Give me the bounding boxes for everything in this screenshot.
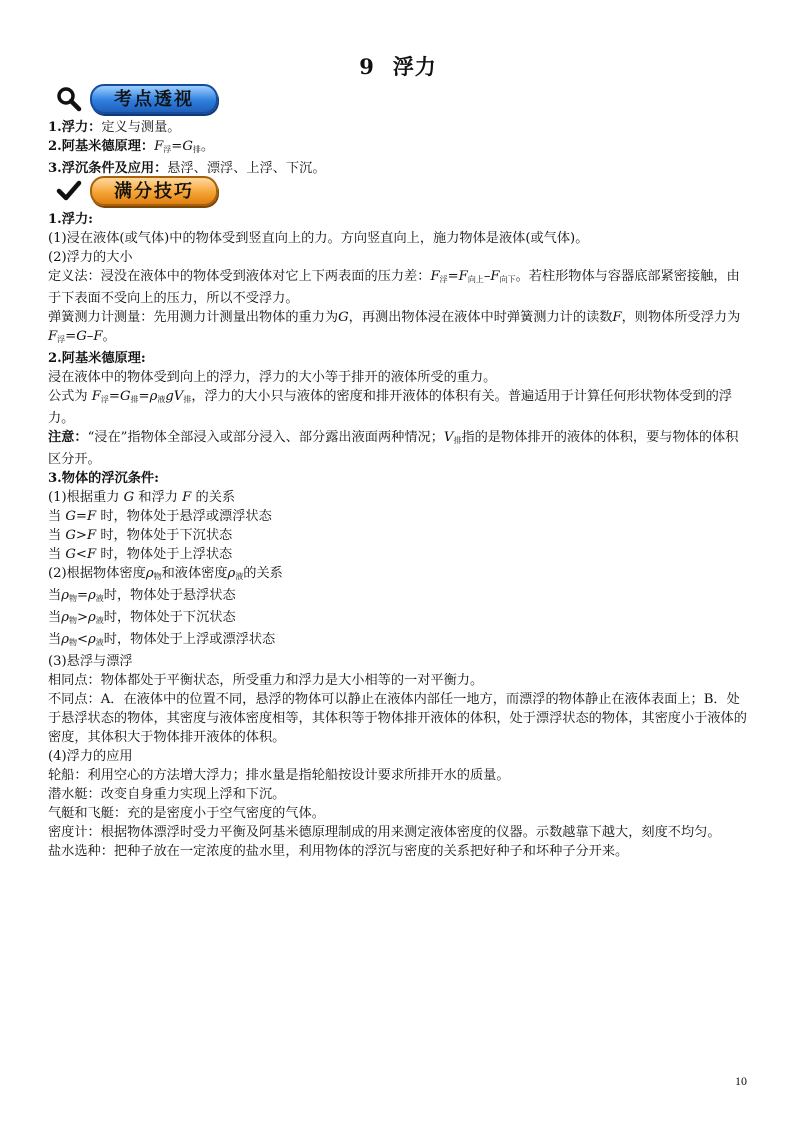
kaodian-item: 2.阿基米德原理：$F_浮=G_排$。 xyxy=(48,139,215,154)
paragraph: 轮船：利用空心的方法增大浮力；排水量是指轮船按设计要求所排开水的质量。 xyxy=(48,768,510,783)
jiqiao-banner xyxy=(56,176,218,206)
paragraph: 气艇和飞艇：充的是密度小于空气密度的气体。 xyxy=(48,806,325,821)
jiqiao-label: 满分技巧 xyxy=(90,176,218,206)
condition-line: 当$\rho_物<\rho_液$时，物体处于上浮或漂浮状态 xyxy=(48,632,276,647)
paragraph: (1)根据重力 G 和浮力 F 的关系 xyxy=(48,490,236,505)
paragraph: (4)浮力的应用 xyxy=(48,749,133,764)
chapter-number: 9 xyxy=(359,54,375,79)
paragraph: 弹簧测力计测量：先用测力计测量出物体的重力为G，再测出物体浸在液体中时弹簧测力计的读数F，则物体所受浮力为 $F_浮=G-F$。 xyxy=(48,310,741,344)
kaodian-item: 3.浮沉条件及应用：悬浮、漂浮、上浮、下沉。 xyxy=(48,161,326,176)
kaodian-list xyxy=(48,118,748,178)
kaodian-banner xyxy=(56,84,218,114)
paragraph: 不同点：A．在液体中的位置不同，悬浮的物体可以静止在液体内部任一地方，而漂浮的物体静止在液体表面上；B．处于悬浮状态的物体，其密度与液体密度相等，其体积等于物体排开液体的体积，处于漂浮状态的物体，其密度小于液体的密度，其体积大于物体排开液体的体积。 xyxy=(48,692,747,745)
condition-line: 当 G>F 时，物体处于下沉状态 xyxy=(48,528,233,543)
paragraph: (2)浮力的大小 xyxy=(48,250,133,265)
paragraph: 注意：“浸在”指物体全部浸入或部分浸入、部分露出液面两种情况；$V_排$指的是物体排开的液体的体积，要与物体的体积区分开。 xyxy=(48,430,739,467)
checkmark-icon xyxy=(56,178,82,204)
chapter-title: 浮力 xyxy=(392,54,437,79)
paragraph: 相同点：物体都处于平衡状态，所受重力和浮力是大小相等的一对平衡力。 xyxy=(48,673,484,688)
section-heading: 1.浮力: xyxy=(48,212,94,227)
page-title xyxy=(48,52,748,82)
paragraph: (2)根据物体密度$\rho_物$和液体密度$\rho_液$的关系 xyxy=(48,566,283,581)
jiqiao-body xyxy=(48,210,748,861)
section-heading: 3.物体的浮沉条件: xyxy=(48,471,159,486)
search-icon xyxy=(56,86,82,112)
kaodian-label: 考点透视 xyxy=(90,84,218,114)
condition-line: 当$\rho_物=\rho_液$时，物体处于悬浮状态 xyxy=(48,588,236,603)
condition-line: 当 G<F 时，物体处于上浮状态 xyxy=(48,547,233,562)
section-heading: 2.阿基米德原理: xyxy=(48,351,146,366)
paragraph: 潜水艇：改变自身重力实现上浮和下沉。 xyxy=(48,787,286,802)
paragraph: 公式为 $F_浮=G_排=\rho_液gV_排$，浮力的大小只与液体的密度和排开液体的体积有关。普遍适用于计算任何形状物体受到的浮力。 xyxy=(48,389,733,426)
kaodian-item: 1.浮力：定义与测量。 xyxy=(48,120,181,135)
paragraph: 密度计：根据物体漂浮时受力平衡及阿基米德原理制成的用来测定液体密度的仪器。示数越靠下越大，刻度不均匀。 xyxy=(48,825,721,840)
paragraph: 浸在液体中的物体受到向上的浮力，浮力的大小等于排开的液体所受的重力。 xyxy=(48,370,497,385)
paragraph: (3)悬浮与漂浮 xyxy=(48,654,133,669)
page-number: 10 xyxy=(735,1074,747,1088)
paragraph: 定义法：浸没在液体中的物体受到液体对它上下两表面的压力差：$F_浮=F_{向上}-F_{向下}$。若柱形物体与容器底部紧密接触，由于下表面不受向上的压力，所以不受浮力。 xyxy=(48,269,740,306)
paragraph: (1)浸在液体(或气体)中的物体受到竖直向上的力。方向竖直向上，施力物体是液体(或气体)。 xyxy=(48,231,589,246)
paragraph: 盐水选种：把种子放在一定浓度的盐水里，利用物体的浮沉与密度的关系把好种子和坏种子分开来。 xyxy=(48,844,629,859)
condition-line: 当$\rho_物>\rho_液$时，物体处于下沉状态 xyxy=(48,610,236,625)
condition-line: 当 G=F 时，物体处于悬浮或漂浮状态 xyxy=(48,509,272,524)
